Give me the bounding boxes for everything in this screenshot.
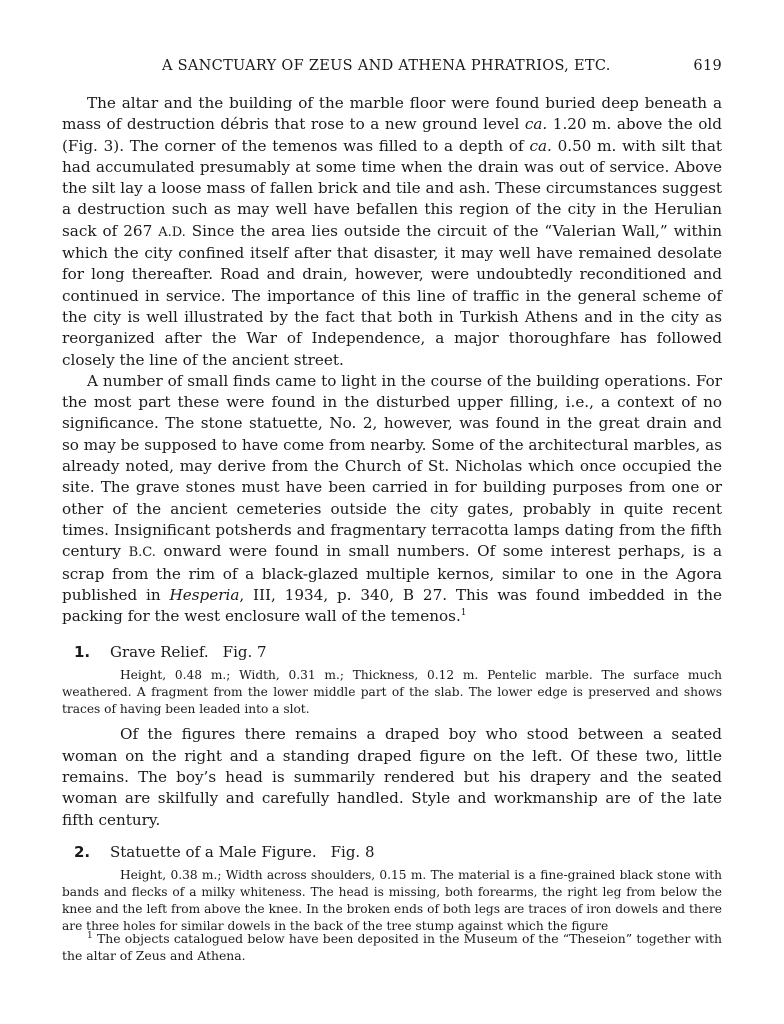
catalogue-heading bbox=[62, 643, 722, 661]
paragraph-2: A number of small finds came to light in the course of the building operations. For the most part these were found in the disturbed upper filling, i.e., a context of no significance. The stone statuette, No. 2, however, was found in the great drain and so may be supposed to have come from nearby. Some of the architectural marbles, as already noted, may derive from the Church of St. Nicholas which once occupied the site. The grave stones must have been carried in for building purposes from one or other of the ancient cemeteries outside the city gates, probably in quite recent times. Insignificant potsherds and fragmentary terracotta lamps dating from the fifth century B.C. onward were found in small numbers. Of some interest perhaps, is a scrap from the rim of a black-glazed multiple kernos, similar to one in the Agora published in Hesperia, III, 1934, p. 340, B 27. This was found imbedded in the packing for the west enclosure wall of the temenos.$^1$ bbox=[62, 371, 723, 626]
catalogue-title: Grave Relief. bbox=[110, 643, 209, 662]
catalogue-number: 1. bbox=[74, 643, 91, 662]
catalogue-heading bbox=[62, 843, 722, 861]
footnote-text: The objects catalogued below have been deposited in the Museum of the “Theseion” together with the altar of Zeus and Athena. bbox=[62, 931, 722, 963]
catalogue-entry bbox=[62, 643, 722, 830]
footnote bbox=[62, 930, 722, 964]
running-header bbox=[62, 58, 722, 82]
paragraph-1: The altar and the building of the marble floor were found buried deep beneath a mass of destruction débris that rose to a new ground level ca. 1.20 m. above the old (Fig. 3). The corner of the temenos was filled to a depth of ca. 0.50 m. with silt that had accumulated presumably at some time when the drain was out of service. Above the silt lay a loose mass of fallen brick and tile and ash. These circumstances suggest a destruction such as may well have befallen this region of the city in the Herulian sack of 267 A.D. Since the area lies outside the circuit of the “Valerian Wall,” within which the city confined itself after that disaster, it may well have remained desolate for long thereafter. Road and drain, however, were undoubtedly reconditioned and continued in service. The importance of this line of traffic in the general scheme of the city is well illustrated by the fact that both in Turkish Athens and in the city as reorganized after the War of Independence, a major thoroughfare has followed closely the line of the ancient street. bbox=[62, 94, 722, 369]
main-text bbox=[62, 93, 722, 627]
figure-reference: Fig. 8 bbox=[330, 842, 375, 861]
catalogue-commentary: Of the figures there remains a draped boy who stood between a seated woman on the right and a standing draped figure on the left. Of these two, little remains. The boy’s head is summarily rendered but his drapery and the seated woman are skilfully and carefully handled. Style and workmanship are of the late fifth century. bbox=[62, 725, 722, 829]
page bbox=[62, 58, 722, 941]
figure-reference: Fig. 7 bbox=[222, 643, 267, 662]
catalogue-description: Height, 0.48 m.; Width, 0.31 m.; Thickness, 0.12 m. Pentelic marble. The surface much weathered. A fragment from the lower middle part of the slab. The lower edge is preserved and shows traces of having been leaded into a slot. bbox=[62, 668, 722, 717]
catalogue-description: Height, 0.38 m.; Width across shoulders, 0.15 m. The material is a fine-grained black stone with bands and flecks of a milky whiteness. The head is missing, both forearms, the right leg from below the knee and the left from above the knee. In the broken ends of both legs are traces of iron dowels and there are three holes for similar dowels in the back of the tree stump against which the figure bbox=[62, 867, 722, 933]
page-number: 619 bbox=[693, 58, 722, 74]
catalogue-number: 2. bbox=[74, 842, 91, 861]
catalogue-title: Statuette of a Male Figure. bbox=[110, 842, 317, 861]
catalogue-entry bbox=[62, 843, 722, 935]
running-title: A SANCTUARY OF ZEUS AND ATHENA PHRATRIOS, ETC. bbox=[162, 58, 611, 74]
footnote-ref[interactable]: 1 bbox=[460, 608, 467, 619]
footnote-mark: 1 bbox=[87, 930, 93, 941]
